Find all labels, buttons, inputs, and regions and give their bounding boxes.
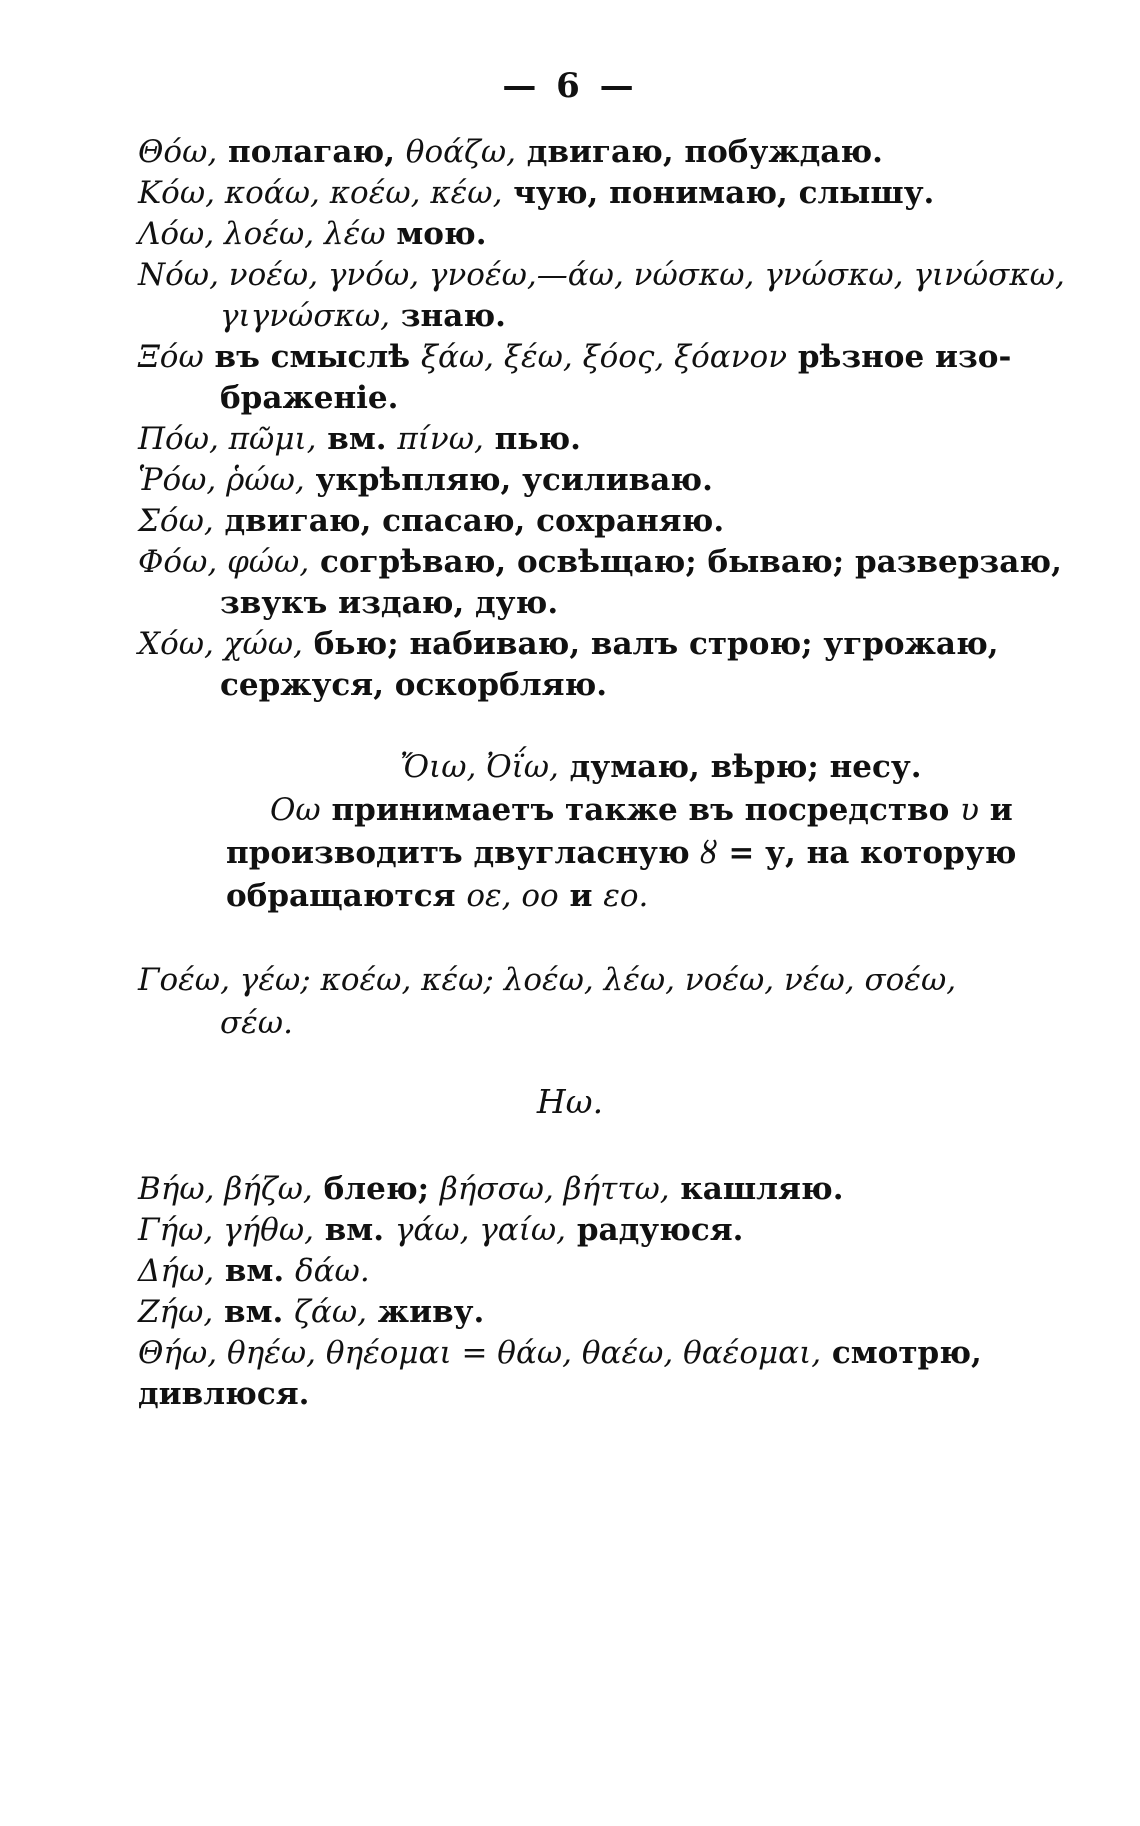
russian-text: дивлюся. bbox=[138, 1376, 310, 1412]
russian-text: пью. bbox=[483, 421, 581, 457]
russian-text: и bbox=[978, 792, 1013, 828]
section-title: Ηω. bbox=[536, 1082, 604, 1121]
greek-text: εο. bbox=[603, 878, 649, 914]
page-number: — 6 — bbox=[502, 66, 638, 106]
russian-text: принимаетъ также въ посредство bbox=[320, 792, 961, 828]
greek-text: Φόω, φώω, bbox=[138, 544, 310, 580]
russian-text: укрѣпляю, усиливаю. bbox=[304, 462, 713, 498]
russian-text: радуюся. bbox=[566, 1212, 744, 1248]
russian-text: согрѣваю, освѣщаю; бываю; разверзаю, bbox=[309, 544, 1062, 580]
entry-line bbox=[138, 1292, 484, 1332]
russian-text: и bbox=[558, 878, 604, 914]
russian-text: кашляю. bbox=[669, 1171, 844, 1207]
russian-text: сержуся, оскорбляю. bbox=[220, 667, 608, 703]
entry-line bbox=[220, 296, 506, 336]
greek-text: Ὄιω, Ὀΐω, bbox=[400, 749, 559, 785]
entry-line bbox=[138, 1169, 844, 1209]
greek-text: Κόω, κοάω, κοέω, κέω, bbox=[138, 175, 503, 211]
russian-text: производитъ двугласную bbox=[226, 835, 701, 871]
greek-text: Βήω, βήζω, bbox=[138, 1171, 313, 1207]
russian-text: двигаю, спасаю, сохраняю. bbox=[213, 503, 725, 539]
greek-text: Οω bbox=[270, 792, 321, 828]
entry-line bbox=[138, 460, 713, 500]
greek-text: Ῥόω, ῥώω, bbox=[138, 462, 305, 498]
greek-text: ȣ bbox=[700, 835, 718, 871]
entry-line bbox=[138, 1210, 743, 1250]
greek-text: Πόω, πῶμι, bbox=[138, 421, 317, 457]
greek-text: Θήω, θηέω, θηέομαι = θάω, θαέω, θαέομαι, bbox=[138, 1335, 822, 1371]
russian-text: знаю. bbox=[389, 298, 506, 334]
greek-text: υ bbox=[960, 792, 979, 828]
russian-text: рѣзное изо- bbox=[787, 339, 1012, 375]
entry-line bbox=[220, 583, 558, 623]
entry-line bbox=[138, 419, 581, 459]
russian-text: браженіе. bbox=[220, 380, 399, 416]
greek-text: βήσσω, βήττω, bbox=[439, 1171, 670, 1207]
russian-text: мою. bbox=[385, 216, 487, 252]
entry-line bbox=[138, 173, 934, 213]
russian-text: въ смыслѣ bbox=[203, 339, 421, 375]
paragraph-line bbox=[226, 876, 648, 916]
entry-line bbox=[138, 132, 883, 172]
greek-text: θοάζω, bbox=[405, 134, 516, 170]
entry-line bbox=[138, 1333, 982, 1373]
russian-text: вм. bbox=[316, 421, 398, 457]
greek-text: Ξόω bbox=[138, 339, 204, 375]
entry-line bbox=[138, 1251, 370, 1291]
entry-line bbox=[138, 1374, 309, 1414]
russian-text: звукъ издаю, дую. bbox=[220, 585, 559, 621]
entry-line bbox=[220, 1003, 293, 1043]
greek-text: Νόω, νοέω, γνόω, γνοέω,—άω, νώσκω, γνώσκω, γινώσκω, bbox=[138, 257, 1065, 293]
paragraph-line bbox=[270, 790, 1013, 830]
russian-text: смотрю, bbox=[821, 1335, 982, 1371]
greek-text: Σόω, bbox=[138, 503, 214, 539]
paragraph-line bbox=[226, 833, 1016, 873]
russian-text: вм. bbox=[313, 1212, 395, 1248]
russian-text: живу. bbox=[366, 1294, 485, 1330]
russian-text: бью; набиваю, валъ строю; угрожаю, bbox=[302, 626, 999, 662]
greek-text: Ζήω, bbox=[138, 1294, 214, 1330]
russian-text: обращаются bbox=[226, 878, 467, 914]
russian-text: = у, на которую bbox=[717, 835, 1017, 871]
greek-text: Γήω, γήθω, bbox=[138, 1212, 314, 1248]
greek-text: ζάω, bbox=[294, 1294, 367, 1330]
entry-line bbox=[138, 542, 1062, 582]
russian-text: чую, понимаю, слышу. bbox=[502, 175, 935, 211]
russian-text: вм. bbox=[213, 1294, 295, 1330]
entry-line bbox=[220, 378, 398, 418]
russian-text: думаю, вѣрю; несу. bbox=[558, 749, 922, 785]
entry-line bbox=[138, 960, 956, 1000]
greek-text: γιγνώσκω, bbox=[220, 298, 390, 334]
russian-text: вм. bbox=[214, 1253, 295, 1289]
greek-text: Δήω, bbox=[138, 1253, 215, 1289]
greek-text: Γοέω, γέω; κοέω, κέω; λοέω, λέω, νοέω, νέω, σοέω, bbox=[138, 962, 957, 998]
greek-text: γάω, γαίω, bbox=[394, 1212, 567, 1248]
entry-line bbox=[138, 501, 724, 541]
entry-line bbox=[138, 624, 999, 664]
greek-text: Λόω, λοέω, λέω bbox=[138, 216, 386, 252]
greek-text: οε, οο bbox=[466, 878, 559, 914]
entry-line bbox=[138, 337, 1011, 377]
russian-text: полагаю, bbox=[217, 134, 406, 170]
russian-text: двигаю, побуждаю. bbox=[515, 134, 883, 170]
greek-text: Θόω, bbox=[138, 134, 218, 170]
greek-text: ξάω, ξέω, ξόος, ξόανον bbox=[420, 339, 788, 375]
entry-line bbox=[400, 747, 922, 787]
greek-text: δάω. bbox=[294, 1253, 370, 1289]
entry-line bbox=[220, 665, 607, 705]
entry-line bbox=[138, 214, 487, 254]
entry-line bbox=[138, 255, 1065, 295]
greek-text: σέω. bbox=[220, 1005, 293, 1041]
greek-text: Χόω, χώω, bbox=[138, 626, 303, 662]
russian-text: блею; bbox=[312, 1171, 440, 1207]
greek-text: πίνω, bbox=[397, 421, 484, 457]
